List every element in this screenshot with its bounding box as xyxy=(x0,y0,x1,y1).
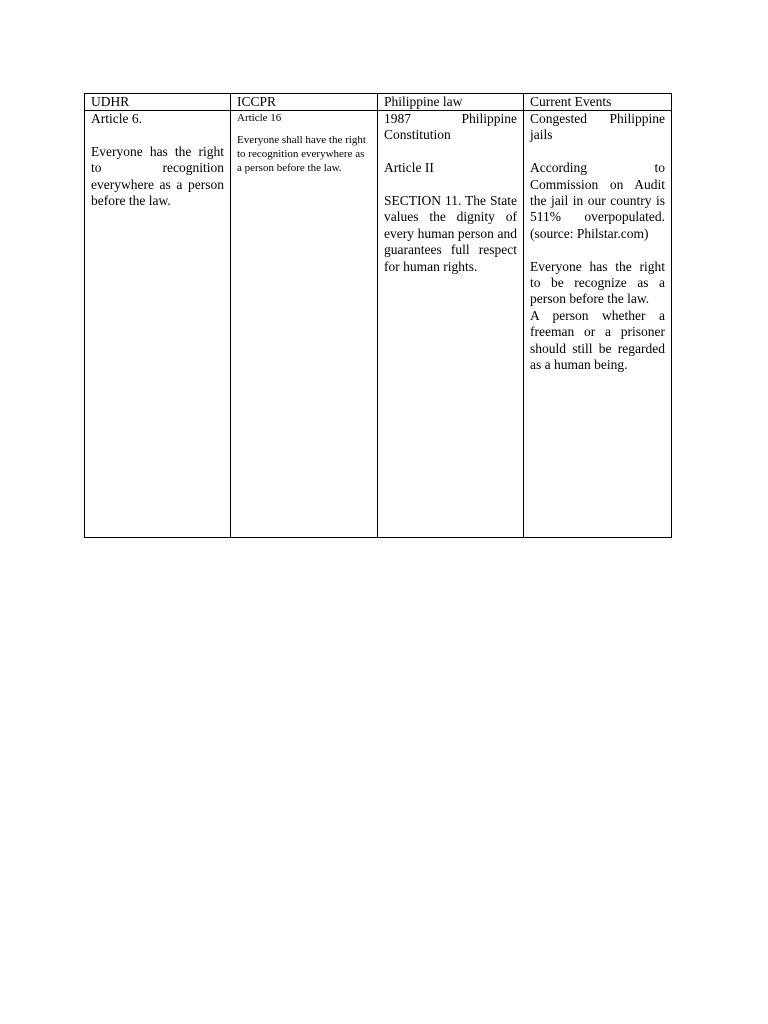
philippine-law-title: 1987 Philippine Constitution xyxy=(384,111,517,143)
cell-philippine-law xyxy=(378,111,524,538)
cell-current-events xyxy=(524,111,672,538)
header-philippine-law: Philippine law xyxy=(378,94,524,111)
current-events-paragraph-2: Everyone has the right to be recognize as a person before the law. xyxy=(530,258,665,307)
philippine-law-section: SECTION 11. The State values the dignity of every human person and guarantees full respect for human rights. xyxy=(384,193,517,274)
philippine-law-article: Article II xyxy=(384,160,434,176)
table-row xyxy=(85,111,672,538)
cell-udhr xyxy=(85,111,231,538)
current-events-title: Congested Philippine jails xyxy=(530,111,665,143)
header-current-events: Current Events xyxy=(524,94,672,111)
iccpr-text: Everyone shall have the right to recognition everywhere as a person before the law. xyxy=(237,134,366,174)
table-header-row xyxy=(85,94,672,111)
udhr-article: Article 6. xyxy=(91,111,142,126)
header-udhr: UDHR xyxy=(85,94,231,111)
iccpr-article: Article 16 xyxy=(237,112,282,124)
udhr-text: Everyone has the right to recognition everywhere as a person before the law. xyxy=(91,143,224,209)
cell-iccpr xyxy=(231,111,378,538)
comparison-table xyxy=(84,93,672,538)
header-iccpr: ICCPR xyxy=(231,94,378,111)
current-events-paragraph-3: A person whether a freeman or a prisoner should still be regarded as a human being. xyxy=(530,307,665,373)
current-events-paragraph-1: According to Commission on Audit the jail in our country is 511% overpopulated.(source: Philstar.com) xyxy=(530,160,665,241)
